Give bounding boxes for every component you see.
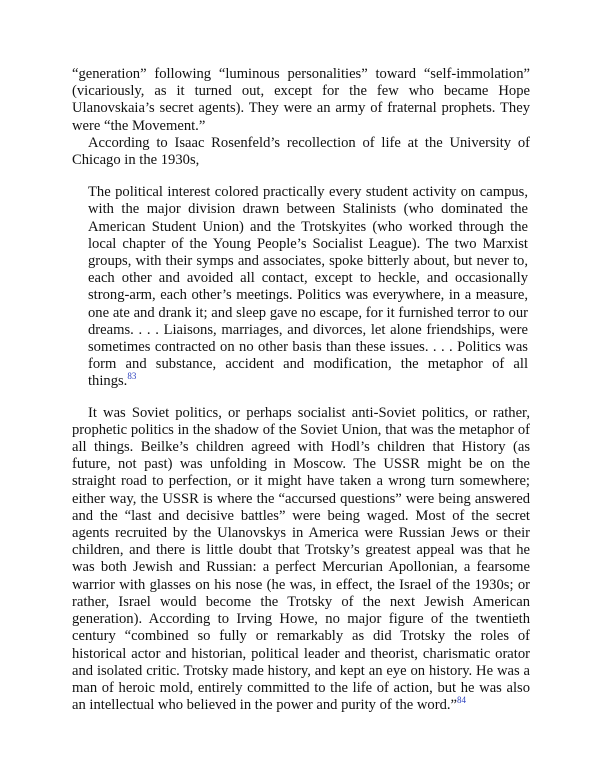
footnote-ref-83[interactable]: 83 xyxy=(127,371,137,382)
paragraph-continuation: “generation” following “luminous personalities” toward “self-immolation” (vicariously, as it turned out, except for the few who became Hope Ulanovskaia’s secret agents). They were an army of fraternal prophets. They were “the Movement.” xyxy=(72,66,530,134)
footnote-ref-84[interactable]: 84 xyxy=(457,695,466,706)
block-quote xyxy=(88,184,528,390)
block-quote-body: The political interest colored practically every student activity on campus, with the major division drawn between Stalinists (who dominated the American Student Union) and the Trotskyites (who worked through the local chapter of the Young People’s Socialist League). The two Marxist groups, with their symps and associates, spoke bitterly about, but never to, each other and avoided all contact, except to heckle, and occasionally strong-arm, each other’s meetings. Politics was everywhere, in a measure, one ate and drank it; and sleep gave no escape, for it furnished terror to our dreams. . . . Liaisons, marriages, and divorces, let alone friendships, were sometimes contracted on no other basis than these issues. . . . Politics was form and substance, accident and modification, the metaphor of all things. xyxy=(88,184,528,390)
document-page xyxy=(72,66,530,714)
block-quote-text xyxy=(88,184,528,390)
paragraph-soviet-politics xyxy=(72,405,530,715)
paragraph-soviet-politics-body: It was Soviet politics, or perhaps socialist anti-Soviet politics, or rather, prophetic politics in the shadow of the Soviet Union, that was the metaphor of all things. Beilke’s children agreed with Hodl’s children that History (as future, not past) was unfolding in Moscow. The USSR might be on the straight road to perfection, or it might have taken a wrong turn somewhere; either way, the USSR is where the “accursed questions” were being answered and the “last and decisive battles” were being waged. Most of the secret agents recruited by the Ulanovskys in America were Russian Jews or their children, and there is little doubt that Trotsky’s greatest appeal was that he was both Jewish and Russian: a perfect Mercurian Apollonian, a fearsome warrior with glasses on his nose (he was, in effect, the Israel of the 1930s; or rather, Israel would become the Trotsky of the next Jewish American generation). According to Irving Howe, no major figure of the twentieth century “combined so fully or remarkably as did Trotsky the roles of historical actor and historian, political leader and theorist, charismatic orator and isolated critic. Trotsky made history, and kept an eye on history. He was a man of heroic mold, entirely committed to the life of action, but he was also an intellectual who believed in the power and purity of the word.” xyxy=(72,404,530,714)
paragraph-rosenfeld-intro: According to Isaac Rosenfeld’s recollection of life at the University of Chicago in the 1930s, xyxy=(72,134,530,169)
